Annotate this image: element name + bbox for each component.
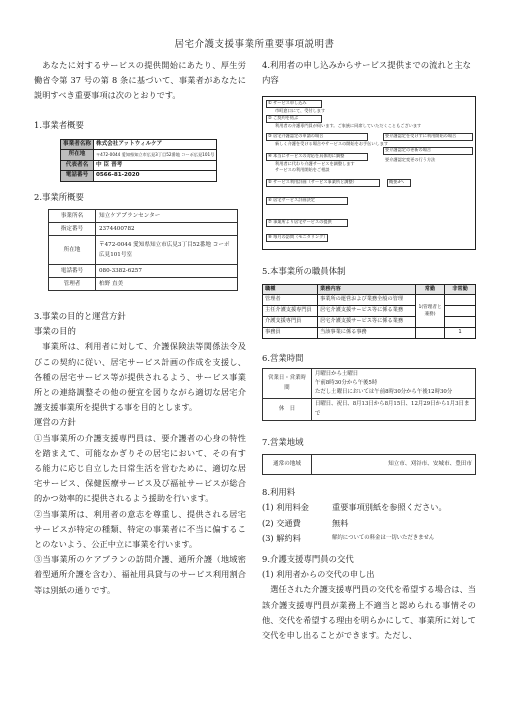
table-row	[49, 236, 238, 265]
section-9-sub: (1) 利用者からの交代の申し出	[262, 569, 375, 580]
flow-step: ⑥ 居宅サービス計画決定	[268, 197, 315, 203]
table-header-row	[263, 284, 476, 295]
fee-value: 重要事項別紙を参照ください。	[332, 502, 447, 513]
office-key: 電話番号	[49, 265, 96, 278]
hours-table	[262, 368, 476, 421]
section-1-heading: 1.事業者概要	[34, 119, 84, 130]
flow-note: 市町窓口にて、受付します	[275, 108, 326, 114]
section-3-heading: 3.事業の目的と運営方針	[34, 311, 126, 322]
flow-step: ⑤ サービス利用計画（サービス事業所と調整）	[268, 179, 357, 185]
table-row	[61, 139, 217, 150]
flow-step: ⑦ 事業所より居宅サービスの提供	[268, 219, 332, 225]
company-key: 所在地	[61, 150, 94, 161]
parttime-cell	[445, 317, 476, 328]
intro-text: あなたに対するサービスの提供開始にあたり、厚生労働省令第 37 号の第 8 条に基づいて、事業者があなたに説明すべき重要事項は次のとおりです。	[34, 60, 246, 101]
office-key: 管理者	[49, 278, 96, 291]
col-header: 非常勤	[445, 284, 476, 295]
table-row	[61, 160, 217, 171]
col-header: 業務内容	[318, 284, 416, 295]
service-flow-diagram	[262, 96, 476, 250]
section-6-heading: 6.営業時間	[262, 352, 304, 363]
area-key: 通常の地域	[263, 455, 312, 475]
hours-key: 営業日・営業時間	[263, 368, 312, 399]
role-cell: 管理者	[263, 295, 318, 306]
office-value: 080-3382-6257	[96, 265, 238, 278]
table-row	[263, 295, 476, 306]
table-row	[61, 150, 217, 161]
table-row	[263, 327, 476, 338]
col-header: 常勤	[416, 284, 445, 295]
office-key: 指定番号	[49, 223, 96, 236]
fee-value: 解約についての料金は一切いただきません	[332, 534, 435, 541]
section-7-heading: 7.営業地域	[262, 436, 304, 447]
company-key: 事業者名称	[61, 139, 94, 150]
fulltime-cell: 1(管理者と兼務)	[416, 295, 445, 327]
page-title: 居宅介護支援事業所重要事項説明書	[174, 39, 335, 50]
table-row	[61, 171, 217, 182]
flow-step: ③ 居宅介護認定の申請の場合	[268, 133, 324, 139]
purpose-heading: 事業の目的	[34, 326, 76, 337]
office-key: 事業所名	[49, 210, 96, 223]
section-9-text: 選任された介護支援専門員の交代を希望する場合は、当該介護支援専門員が業務上不適当と認められる事情その他、交代を希望する理由を明らかにして、事業所に対して交代を申し出ることができます。ただし、	[262, 584, 476, 641]
parttime-cell	[445, 295, 476, 306]
company-value: 株式会社アットウィルケア	[93, 139, 216, 150]
duty-cell: 居宅介護支援サービス等に係る業務	[318, 306, 416, 317]
flow-note: 概要3へ	[389, 179, 405, 185]
fee-label: (1) 利用料金	[262, 502, 309, 513]
company-table	[60, 139, 217, 182]
flow-step: ④ 本当にサービスの対応を具体的に調整	[268, 153, 345, 159]
flow-step: ① サービス申し込み	[268, 100, 307, 106]
duty-cell: 当該事業に係る事務	[318, 327, 416, 338]
flow-note: サービスの利用開始をご相談	[275, 167, 330, 173]
table-row	[263, 455, 476, 475]
area-value: 知立市、刈谷市、安城市、豊田市	[312, 455, 476, 475]
company-key: 代表者名	[61, 160, 94, 171]
flow-note: 利用者に代わり介護サービスを調整します	[275, 161, 355, 167]
area-table	[262, 454, 476, 475]
table-row	[49, 278, 238, 291]
table-row	[263, 368, 476, 399]
fee-label: (3) 解約料	[262, 532, 301, 543]
office-key: 所在地	[49, 236, 96, 265]
parttime-cell	[445, 306, 476, 317]
purpose-text: 事業所は、利用者に対して、介護保険法等関係法令及びこの契約に従い、居宅サービス計画の作成を支援し、各種の居宅サービス等が提供されるよう、サービス事業所との連絡調整その他の便宜を図りながら適切な居宅介護支援事業所を提供する事を目的とします。	[34, 341, 246, 413]
company-value: 〒472-0044 愛知県知立市広見3丁目52番地 コーポ広見101号	[93, 150, 216, 161]
role-cell: 介護支援専門員	[263, 317, 318, 328]
office-table	[48, 209, 238, 291]
staff-table	[262, 284, 476, 339]
table-row	[49, 265, 238, 278]
parttime-cell: 1	[445, 327, 476, 338]
table-row	[49, 210, 238, 223]
table-row	[49, 223, 238, 236]
office-value: 2374400782	[96, 223, 238, 236]
duty-cell: 居宅介護支援サービス等に係る業務	[318, 317, 416, 328]
section-9-heading: 9.介護支援専門員の交代	[262, 554, 354, 565]
right-column	[262, 58, 476, 643]
company-value: 0566-81-2020	[93, 171, 216, 182]
section-4-heading: 4.利用者の申し込みからサービス提供までの流れと主な内容	[262, 60, 471, 86]
fee-value: 無料	[332, 517, 349, 528]
role-cell: 事務員	[263, 327, 318, 338]
flow-step: ⑧ 毎月の訪問（モニタリング）	[268, 234, 328, 240]
fulltime-cell	[416, 327, 445, 338]
company-key: 電話番号	[61, 171, 94, 182]
table-row	[263, 317, 476, 328]
fee-row	[262, 516, 476, 531]
flow-note: 新しく介護を受ける場合やサービスの開始をお手伝いします	[275, 141, 389, 147]
flow-step: 要介護認定の更新の場合	[385, 147, 432, 153]
company-value: 中 臣 晋考	[93, 160, 216, 171]
section-8-heading: 8.利用料	[262, 487, 296, 498]
fee-row	[262, 531, 476, 546]
flow-step: ② ご契約を結ぶ	[268, 115, 299, 121]
table-row	[263, 306, 476, 317]
office-value: 知立ケアプランセンター	[96, 210, 238, 223]
flow-note: 要介護認定変更の行う方法	[385, 157, 436, 163]
flow-step: 要介護認定を受けずに利用開始の場合	[385, 133, 457, 139]
fee-label: (2) 交通費	[262, 517, 301, 528]
hours-value: 月曜日から土曜日 午前8時30分から午後5時 ただし土曜日においては午前8時30分から午後12時30分	[312, 368, 476, 399]
left-column	[34, 58, 246, 598]
section-5-heading: 5.本事業所の職員体制	[262, 266, 346, 277]
hours-value: 日曜日、祝日、8月13日から8月15日、12月29日から1月3日まで	[312, 399, 476, 420]
office-value: 柏野 直美	[96, 278, 238, 291]
flow-note: 利用者の介護専門員が伺います。ご家族に同席していただくこともございます	[275, 123, 422, 129]
table-row	[263, 399, 476, 420]
role-cell: 主任介護支援専門員	[263, 306, 318, 317]
fee-row	[262, 500, 476, 515]
duty-cell: 事業所の運営および業務全般の管理	[318, 295, 416, 306]
section-2-heading: 2.事業所概要	[34, 191, 84, 202]
policy-heading: 運営の方針	[34, 417, 76, 428]
policy-item: ①当事業所の介護支援専門員は、要介護者の心身の特性を踏まえて、可能なかぎりその居宅において、その有する能力に応じ自立した日常生活を営むために、適切な居宅サービス、保健医療サービス及び福祉サービスが総合的かつ効率的に提供されるよう援助を行います。	[34, 432, 246, 504]
office-value: 〒472-0044 愛知県知立市広見3丁目52番地 コーポ広見101号室	[96, 236, 238, 265]
policy-item: ③当事業所のケアプランの訪問介護、通所介護（地域密着型通所介護を含む）、福祉用具貸与のサービス利用割合等は別紙の通りです。	[34, 554, 246, 595]
col-header: 職種	[263, 284, 318, 295]
hours-key: 休 日	[263, 399, 312, 420]
policy-item: ②当事業所は、利用者の意志を尊重し、提供される居宅サービスが特定の種類、特定の事業者に不当に偏することのないよう、公正中立に事業を行います。	[34, 508, 246, 550]
